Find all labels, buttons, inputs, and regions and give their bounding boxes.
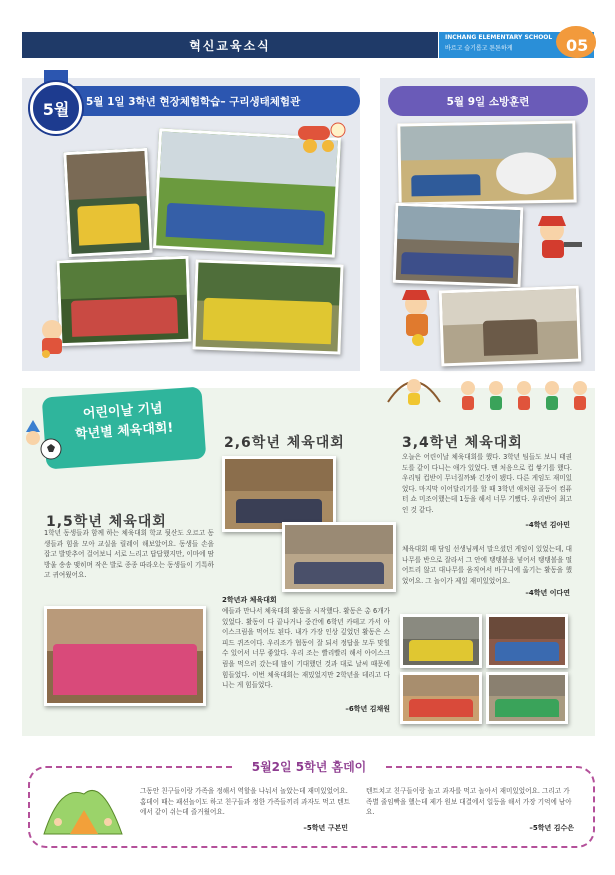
home-day-signature-right: –5학년 김수은 (529, 824, 574, 832)
field-trip-photo-group-sitting (192, 259, 343, 354)
home-day-signature-left: –5학년 구본민 (303, 824, 348, 832)
tent-mountain-illustration (40, 778, 126, 840)
home-day-title: 5월2일 5학년 홈데이 (234, 758, 384, 776)
school-motto: 바르고 슬기롭고 튼튼하게 (445, 45, 513, 52)
grade-34-photo-3 (400, 672, 482, 724)
grade-26-caption-title: 2학년과 체육대회 (222, 596, 277, 604)
fire-drill-photo-extinguisher (397, 120, 576, 205)
grade-15-text: 1학년 동생들과 함께 하는 체육대회 학교 뒷산도 오르고 동생들과 힘을 모아 교실을 릴레이 해보았어요. 동생들 손을 잡고 발맞추어 걸어보니 서로 느리고 답답했지만, 이마에 땀방울 송송 맺히며 작은 발로 종종 따라오는 동생들이 기특하고 귀여웠어요. (44, 529, 214, 580)
page-number: 05 (566, 36, 589, 55)
grade-34-signature-1: –4학년 김아민 (525, 521, 570, 529)
party-hat-kid-illustration (22, 420, 44, 452)
jump-rope-kid-illustration (384, 368, 444, 408)
cannon-boy-illustration (34, 318, 70, 358)
grade-34-text-2: 체육대회 때 담임 선생님께서 말으셨던 게임이 있었는데, 대나무를 반으로 잘라서 그 안에 탱탱볼을 넣어서 탱탱볼을 떨어트리 않고 대나무를 움직여서 바구니에 옮기는 활동을 했었어요. 그 놀이가 제일 재미있었어요. (402, 545, 572, 585)
sports-banner-line2: 학년별 체육대회! (74, 420, 174, 443)
school-name-english: INCHANG ELEMENTARY SCHOOL (445, 34, 553, 41)
field-trip-photo-forest (57, 256, 192, 347)
newsletter-title: 혁신교육소식 (22, 32, 438, 58)
firefighter-mascot-illustration (532, 212, 584, 264)
grade-34-photo-4 (486, 672, 568, 724)
fire-drill-photo-line (393, 203, 524, 287)
home-day-text-left: 그동안 친구들이랑 가족을 정해서 역할을 나눠서 놀았는데 재미있었어요. 홈데이 때는 패션놀이도 하고 친구들과 정한 가족들끼리 과자도 먹고 텐트에서 같이 쉬는데 즐거웠어요. (140, 787, 350, 817)
field-trip-title: 5월 1일 3학년 현장체험학습– 구리생태체험관 (42, 86, 360, 116)
cannon-mascot-illustration (296, 120, 346, 154)
grade-34-text-1: 오늘은 어린이날 체육대회를 했다. 3학년 팀들도 보니 태권도를 같이 다니는 애가 있었다. 맨 처음으로 컵 쌓기를 했다. 우리팀 컵받이 무너질까봐 긴장이 됐다. 다른 게임도 재미있었다. 마지막 이어달리기를 할 때 3학년 애처럼 골등이 컴퓨터 쇼 미조이했는데 1등을 해서 너무 기뻤다. 우리반이 최고인 것 같다. (402, 453, 572, 514)
grade-26-text: 예들과 만나서 체육대회 활동을 시작했다. 활동은 총 6개가 있었다. 활동이 다 끝나거나 중간에 6학년 카테고 가서 아이스크림을 먹어도 된다. 내가 가장 인상 깊었던 활동은 스피드 퀴즈이다. 우리조가 협동이 잘 되서 정답을 모두 맞힐 수 있어서 너무 좋았다. 우리 조는 빨리빨리 해서 아이스크림을 먹으러 갔는데 많이 기대했던 것과 대로 날씨 때문에 힘들었다. 이번 체육대회는 재밌었지만 2학년을 데리고 다니는 게 힘들었다. (222, 607, 390, 690)
fire-drill-title: 5월 9일 소방훈련 (388, 86, 588, 116)
grade-26-photo-hall (282, 522, 396, 592)
grade-26-photo-gym (222, 456, 336, 532)
grade-15-heading: 1,5학년 체육대회 (46, 514, 167, 530)
firefighter-kid-illustration (396, 288, 438, 348)
grade-34-photo-1 (400, 614, 482, 668)
grade-15-photo (44, 606, 206, 706)
fire-drill-photo-stairs (439, 286, 582, 367)
grade-34-photo-2 (486, 614, 568, 668)
grade-26-heading: 2,6학년 체육대회 (224, 435, 345, 451)
sports-day-banner (42, 387, 207, 470)
grade-34-signature-2: –4학년 이다연 (525, 589, 570, 597)
field-trip-photo-butterfly (63, 148, 152, 257)
grade-26-signature: –6학년 김채원 (345, 705, 390, 713)
kids-cheering-illustration (456, 378, 594, 414)
month-badge: 5월 (30, 82, 82, 134)
grade-34-heading: 3,4학년 체육대회 (402, 435, 523, 451)
sports-banner-line1: 어린이날 기념 (82, 401, 164, 422)
home-day-text-right: 텐트치고 친구들이랑 놀고 과자를 먹고 놀아서 재미있었어요. 그리고 가족별 줄임빡을 했는데 제가 원보 대결에서 일등을 해서 가장 기억에 남아요. (366, 787, 572, 817)
